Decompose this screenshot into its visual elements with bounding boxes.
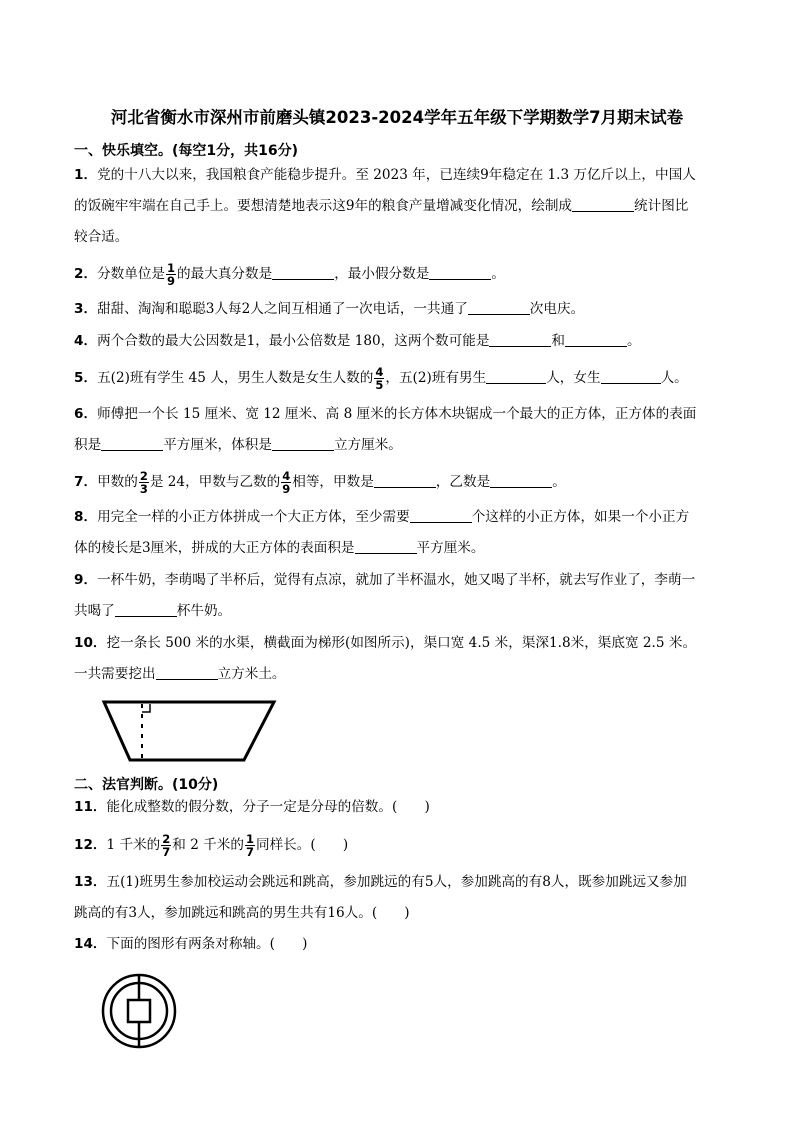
q4-blank-1[interactable] bbox=[489, 332, 551, 347]
q12-line: 12．1 千米的 $\frac{2}{7}$ 和 2 千米的 $\frac{1}{7}$ 同样长。( ) bbox=[74, 832, 349, 859]
q7-blank-1[interactable] bbox=[374, 473, 436, 488]
q2-blank-1[interactable] bbox=[272, 265, 334, 280]
q6-line-1: 6．师傅把一个长 15 厘米、宽 12 厘米、高 8 厘米的长方体木块锯成一个最大的正方体，正方体的表面 bbox=[74, 406, 697, 422]
q9-line-1: 9．一杯牛奶，李萌喝了半杯后，觉得有点凉，就加了半杯温水，她又喝了半杯，就去写作业了，李萌一 bbox=[74, 572, 696, 588]
q9-line-2: 共喝了 杯牛奶。 bbox=[74, 603, 232, 619]
q1-line-1: 1．党的十八大以来，我国粮食产能稳步提升。至 2023 年，已连续9年稳定在 1.3 万亿斤以上，中国人 bbox=[74, 167, 696, 183]
q5-blank-1[interactable] bbox=[486, 369, 546, 384]
q5-line: 5．五(2)班有学生 45 人，男生人数是女生人数的 $\frac{4}{5}$ ，五(2)班有男生 人，女生 人。 bbox=[74, 365, 688, 392]
q7-blank-2[interactable] bbox=[490, 473, 552, 488]
q5-blank-2[interactable] bbox=[601, 369, 661, 384]
q1-line-2: 的饭碗牢牢端在自己手上。要想清楚地表示这9年的粮食产量增减变化情况，绘制成 统计图比 bbox=[74, 198, 689, 214]
fraction-4-9: $\frac{4}{9}$ bbox=[282, 469, 291, 496]
q4-line: 4．两个合数的最大公因数是1，最小公倍数是 180，这两个数可能是 和 。 bbox=[74, 333, 641, 349]
q8-line-2: 体的棱长是3厘米，拼成的大正方体的表面积是 平方厘米。 bbox=[74, 540, 485, 556]
fraction-1-7: $\frac{1}{7}$ bbox=[245, 832, 254, 859]
section-1-heading: 一、快乐填空。(每空1分，共16分) bbox=[74, 143, 299, 159]
q2-line: 2．分数单位是 $\frac{1}{9}$ 的最大真分数是 ，最小假分数是 。 bbox=[74, 261, 505, 288]
fraction-1-9: $\frac{1}{9}$ bbox=[167, 261, 176, 288]
coin-figure bbox=[100, 972, 182, 1054]
fraction-4-5: $\frac{4}{5}$ bbox=[375, 365, 384, 392]
fraction-2-3: $\frac{2}{3}$ bbox=[139, 469, 148, 496]
q8-blank-1[interactable] bbox=[410, 508, 472, 523]
q1-blank[interactable] bbox=[572, 197, 634, 212]
trapezoid-channel-figure bbox=[100, 696, 280, 766]
q10-line-2: 一共需要挖出 立方米土。 bbox=[74, 666, 286, 682]
q10-line-1: 10．挖一条长 500 米的水渠，横截面为梯形(如图所示)，渠口宽 4.5 米，渠深1.8米，渠底宽 2.5 米。 bbox=[74, 635, 697, 651]
q3-blank[interactable] bbox=[468, 300, 530, 315]
q14-line: 14．下面的图形有两条对称轴。( ) bbox=[74, 936, 308, 952]
q13-line-1: 13．五(1)班男生参加校运动会跳远和跳高，参加跳远的有5人，参加跳高的有8人，既参加跳远又参加 bbox=[74, 874, 687, 890]
section-2-heading: 二、法官判断。(10分) bbox=[74, 777, 219, 793]
q1-line-3: 较合适。 bbox=[74, 229, 129, 245]
q2-blank-2[interactable] bbox=[429, 265, 491, 280]
q13-line-2: 跳高的有3人，参加跳远和跳高的男生共有16人。( ) bbox=[74, 905, 410, 921]
q7-line: 7．甲数的 $\frac{2}{3}$ 是 24，甲数与乙数的 $\frac{4}{9}$ 相等，甲数是 ，乙数是 。 bbox=[74, 469, 566, 496]
q8-blank-2[interactable] bbox=[355, 539, 417, 554]
q4-blank-2[interactable] bbox=[565, 332, 627, 347]
q10-blank[interactable] bbox=[156, 665, 218, 680]
q6-line-2: 积是 平方厘米，体积是 立方厘米。 bbox=[74, 437, 402, 453]
q6-blank-1[interactable] bbox=[101, 436, 163, 451]
q8-line-1: 8．用完全一样的小正方体拼成一个大正方体，至少需要 个这样的小正方体，如果一个小正方 bbox=[74, 509, 690, 525]
q3-line: 3．甜甜、淘淘和聪聪3人每2人之间互相通了一次电话，一共通了 次电庆。 bbox=[74, 301, 585, 317]
q6-blank-2[interactable] bbox=[272, 436, 334, 451]
fraction-2-7: $\frac{2}{7}$ bbox=[162, 832, 171, 859]
page-title: 河北省衡水市深州市前磨头镇2023-2024学年五年级下学期数学7月期末试卷 bbox=[110, 108, 684, 127]
q11-line: 11．能化成整数的假分数，分子一定是分母的倍数。( ) bbox=[74, 799, 430, 815]
q9-blank[interactable] bbox=[115, 602, 177, 617]
